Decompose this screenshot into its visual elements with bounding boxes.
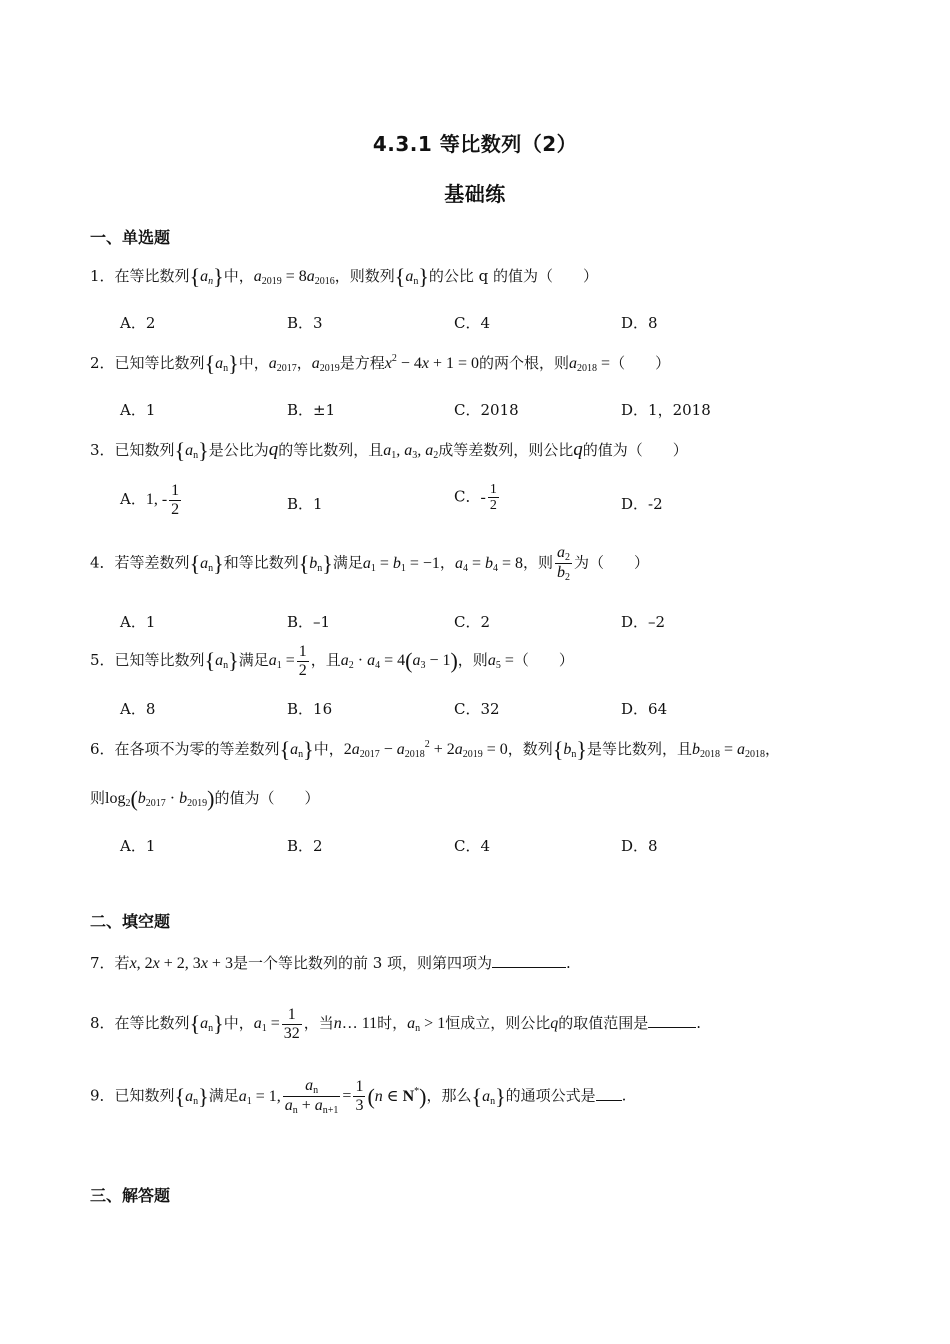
math-expression: $\{a_n\}$ [189,264,224,289]
question-text: 的等比数列，且 [278,441,384,459]
question-5 [90,643,574,679]
question-text: 满足 [332,553,363,572]
math-fraction: $\frac{1}{2}$ [298,643,307,679]
question-text: 是方程 [339,354,385,372]
option-d[interactable]: D．-2 [621,495,663,513]
option-d[interactable]: D．8 [621,837,658,855]
question-text: . [566,954,571,972]
math-expression: $a_1 = 1$, [238,1087,281,1107]
question-8 [90,1006,701,1042]
question-text: ，则 [457,651,488,670]
question-text: （ ） [513,651,574,670]
question-number: 4． [90,553,115,572]
question-text: ， [764,740,780,758]
math-expression: $a_n > 1$ [407,1015,446,1035]
math-fraction: $\frac{a_2}{b_2}$ [557,544,571,583]
question-text: 中， [238,354,269,372]
question-text: 已知数列 [114,1086,175,1105]
question-text: ，且 [310,651,341,670]
question-text: 已知数列 [114,441,175,459]
math-expression: $a_5$ = [487,652,514,672]
question-number: 9． [90,1086,115,1105]
option-a[interactable] [120,482,183,518]
math-expression: $a_1 = b_1 = -1$ [362,554,440,574]
math-expression: q [268,439,279,460]
question-text: 在等比数列 [114,267,190,285]
math-expression: $\{b_n\}$ [298,550,333,576]
section-heading-solution: 三、解答题 [90,1186,171,1205]
question-1 [90,264,598,290]
math-expression: $a_1$ = [268,652,295,672]
question-text: 是公比为 [208,441,269,459]
question-text: ，那么 [426,1086,472,1105]
math-expression: $\{a_n\}$ [174,438,209,463]
option-c[interactable]: C．4 [454,837,491,855]
question-text: 则 [90,789,106,807]
math-expression: n… 11 [333,1015,378,1033]
math-fraction: $\frac{a_n}{a_n + a_{n+1}}$ [284,1077,339,1116]
question-text: 为（ ） [574,553,650,572]
question-text: ，数列 [507,740,553,758]
question-number: 1． [90,267,115,285]
math-expression: q [550,1015,559,1033]
option-b[interactable]: B．±1 [287,401,336,419]
option-b[interactable]: B．16 [287,700,333,718]
math-expression: $a_{2019}$ [311,355,340,374]
question-text: 在各项不为零的等差数列 [114,740,280,758]
math-expression: $\{a_n\}$ [204,648,239,674]
question-text: ，则 [523,553,554,572]
option-d[interactable]: D．1，2018 [621,401,711,419]
question-text: 若等差数列 [114,553,190,572]
question-9 [90,1077,626,1116]
question-text: 的两个根，则 [479,354,570,372]
question-text: （ ） [610,354,671,372]
option-a[interactable]: A．1 [120,613,156,631]
question-text: ， [439,553,455,572]
option-c[interactable]: C．32 [454,700,500,718]
option-b[interactable]: B．3 [287,314,323,332]
option-d[interactable]: D．64 [621,700,668,718]
question-2 [90,351,670,377]
question-text: 已知等比数列 [114,651,205,670]
math-expression: $\{a_n\}$ [279,737,314,762]
option-b[interactable]: B．1 [287,495,323,513]
math-expression: $\{b_n\}$ [552,737,587,762]
option-c[interactable]: C．4 [454,314,491,332]
math-fraction: $\frac{1}{3}$ [355,1078,364,1114]
question-number: 2． [90,354,115,372]
option-b[interactable]: B．2 [287,837,323,855]
question-text: ， [296,354,312,372]
question-text: . [696,1014,702,1033]
question-7 [90,952,571,973]
math-fraction: $\frac{1}{32}$ [283,1006,300,1042]
math-expression: q [573,439,583,460]
question-text: 是等比数列，且 [586,740,692,758]
question-text: 成等差数列，则公比 [438,441,574,459]
math-expression: $\log_2(b_{2017} \cdot b_{2019})$ [105,786,215,811]
page-title: 4.3.1 等比数列（2） [372,132,578,156]
question-text: 的取值范围是 [558,1014,649,1033]
option-d[interactable]: D．8 [621,314,658,332]
math-expression: $a_1$ = [253,1015,280,1035]
option-d[interactable]: D．–2 [621,613,666,631]
answer-blank[interactable] [596,1086,622,1101]
question-text: 的值为（ ） [582,441,688,459]
question-text: 中， [313,740,344,758]
math-expression: $2a_{2017} - a_{2018}^2 + 2a_{2019} = 0$ [343,739,508,760]
option-label: C． [454,487,481,506]
math-expression: $b_{2018} = a_{2018}$ [691,741,765,760]
question-number: 7． [90,954,115,972]
option-c[interactable]: C．2018 [454,401,519,419]
question-text: . [621,1086,627,1105]
math-expression: $a_{2019} = 8a_{2016}$ [253,268,335,287]
option-b[interactable]: B．–1 [287,613,331,631]
question-number: 8． [90,1014,115,1033]
math-expression: $a_2 \cdot a_4 = 4(a_3 - 1)$ [340,648,458,674]
question-number: 5． [90,651,115,670]
question-text: 若 [114,954,130,972]
option-c[interactable] [454,482,501,514]
question-text: 是一个等比数列的前 3 项，则第四项为 [232,954,493,972]
question-text: 时， [377,1014,408,1033]
math-expression: $\{a_n\}$ [189,1011,224,1037]
question-text: 的值为（ ） [214,789,320,807]
question-6 [90,737,780,763]
question-number: 6． [90,740,115,758]
question-text: 的公比 q 的值为（ ） [428,267,599,285]
option-a[interactable]: A．2 [120,314,156,332]
math-expression: $\{a_n\}$ [471,1083,506,1109]
question-text: 恒成立，则公比 [445,1014,551,1033]
math-expression: $a_{2018}$ = [569,355,611,374]
question-text: 在等比数列 [114,1014,190,1033]
math-expression: $\{a_n\}$ [189,550,224,576]
section-heading-single-choice: 一、单选题 [90,228,171,247]
question-text: 和等比数列 [223,553,299,572]
math-expression: $a_{2017}$ [268,355,297,374]
math-expression: - $\frac{1}{2}$ [480,482,497,514]
option-label: A． [120,489,146,508]
question-number: 3． [90,441,115,459]
math-expression: $\{a_n\}$ [204,351,239,376]
question-6-continued [90,786,319,812]
math-expression: 1, - $\frac{1}{2}$ [145,482,180,518]
question-text: 满足 [208,1086,239,1105]
math-expression: $x^2 - 4x + 1 = 0$ [384,353,480,372]
answer-blank[interactable] [492,953,566,968]
answer-blank[interactable] [648,1013,696,1028]
question-3 [90,438,688,464]
option-c[interactable]: C．2 [454,613,491,631]
question-text: ，则数列 [334,267,395,285]
math-expression: $a_4 = b_4 = 8$ [454,554,523,574]
math-expression: $a_1$, $a_3$, $a_2$ [383,442,439,461]
math-expression: $\{a_n\}$ [394,264,429,289]
page-subtitle: 基础练 [444,182,506,206]
question-text: ，当 [303,1014,334,1033]
question-text: 中， [223,1014,254,1033]
question-text: 已知等比数列 [114,354,205,372]
option-a[interactable]: A．8 [120,700,156,718]
math-expression: $\{a_n\}$ [174,1083,209,1109]
option-a[interactable]: A．1 [120,401,156,419]
math-expression: x, 2x + 2, 3x + 3 [129,955,233,972]
math-expression: = [342,1087,352,1105]
math-expression: (n ∈ N*) [367,1083,427,1109]
question-text: 的通项公式是 [505,1086,596,1105]
question-text: 中， [223,267,254,285]
question-4 [90,544,649,583]
question-text: 满足 [238,651,269,670]
option-a[interactable]: A．1 [120,837,156,855]
section-heading-fill-blank: 二、填空题 [90,912,171,931]
